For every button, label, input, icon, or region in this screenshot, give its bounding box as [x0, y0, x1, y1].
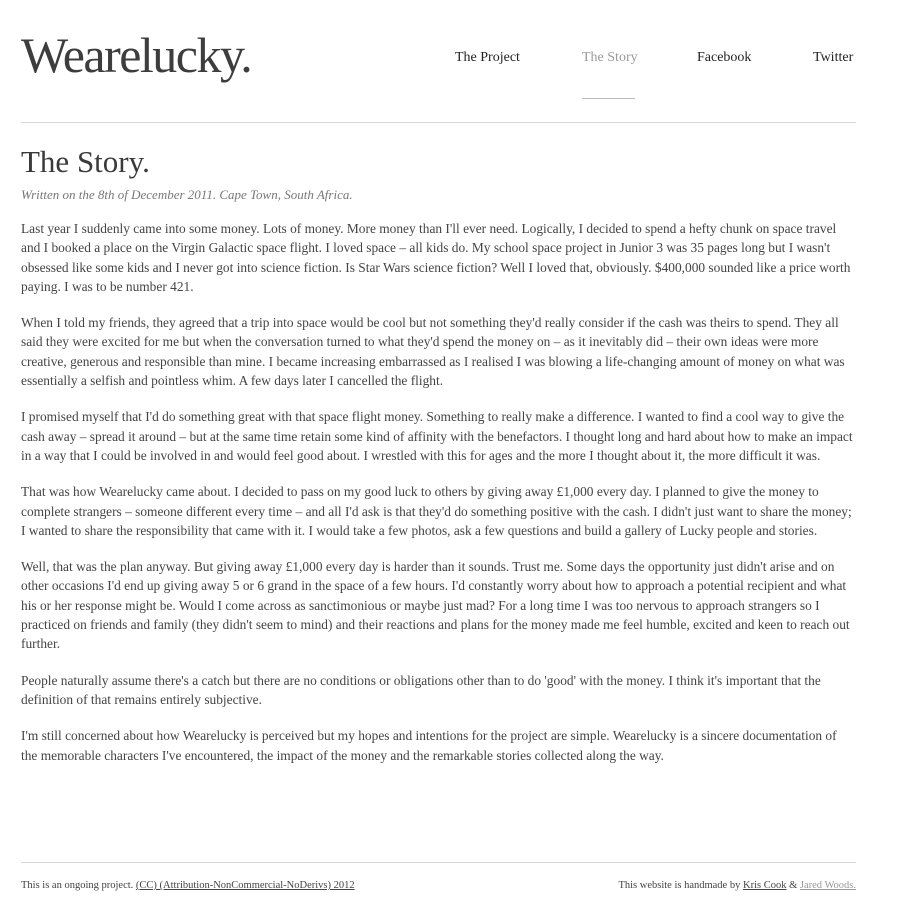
footer-divider	[21, 862, 856, 863]
article-paragraph: I'm still concerned about how Wearelucky is perceived but my hopes and intentions for the project are simple. Wearelucky is a sincere documentation of the memorable characters I've encountered, the impact of the money and the remarkable stories collected along the way.	[21, 728, 837, 763]
article-paragraph: Last year I suddenly came into some money. Lots of money. More money than I'll ever need. Logically, I decided to spend a hefty chunk on space travel and I booked a place on the Virgin Galactic space flight. I loved space – all kids do. My school space project in Junior 3 was 35 pages long but I wasn't obsessed like some kids and I never got into science fiction. Is Star Wars science fiction? Well I loved that, obviously. $400,000 sounded like a price worth paying. I was to be number 421.	[21, 221, 851, 294]
author-link-jared-woods[interactable]: Jared Woods.	[799, 880, 856, 891]
article-paragraph: That was how Wearelucky came about. I decided to pass on my good luck to others by giving away £1,000 every day. I planned to give the money to complete strangers – someone different every time – and all I'd ask is that they'd do something positive with the cash. I didn't just want to share the money; I wanted to share the responsibility that came with it. I would take a few photos, ask a few questions and build a gallery of Lucky people and stories.	[21, 484, 852, 538]
article-paragraph: When I told my friends, they agreed that a trip into space would be cool but not something they'd really consider if the cash was theirs to spend. They all said they were excited for me but when the conversation turned to what they'd spend the money on – as it inevitably did – their own ideas were more creative, generous and responsible than mine. I became increasing embarrassed as I realised I was blowing a life-changing amount of money on what was essentially a selfish and pointless whim. A few days later I cancelled the flight.	[21, 315, 845, 389]
header-divider	[21, 122, 856, 123]
license-link[interactable]: (CC) (Attribution-NonCommercial-NoDerivs) 2012	[135, 880, 355, 891]
article-paragraph: I promised myself that I'd do something great with that space flight money. Something to really make a difference. I wanted to find a cool way to give the cash away – spread it around – but at the same time retain some kind of affinity with the benefactors. I thought long and hard about how to make an impact in a way that I could be involved in and would feel good about. I wrestled with this for ages and the more I thought about it, the more difficult it was.	[21, 409, 853, 463]
nav-facebook[interactable]: Facebook	[697, 50, 752, 65]
site-logo[interactable]: Wearelucky.	[21, 27, 252, 83]
nav-twitter[interactable]: Twitter	[813, 50, 854, 65]
article-dateline: Written on the 8th of December 2011. Cape Town, South Africa.	[21, 187, 353, 202]
article-paragraph: Well, that was the plan anyway. But giving away £1,000 every day is harder than it sounds. Trust me. Some days the opportunity just didn't arise and on other occasions I'd end up giving away 5 or 6 grand in the space of a few hours. I'd constantly worry about how to approach a potential recipient and what his or her response might be. Would I come across as sanctimonious or maybe just mad? For a long time I was too nervous to approach strangers so I practiced on friends and family (they didn't seem to mind) and their reactions and plans for the money made me feel humble, excited and keen to reach out further.	[21, 559, 850, 652]
page-title: The Story.	[21, 144, 150, 179]
site-header	[0, 0, 910, 122]
active-nav-underline	[582, 98, 635, 99]
article-body	[21, 219, 856, 782]
footer-project-note: This is an ongoing project.	[21, 880, 134, 891]
footer-left	[21, 880, 355, 891]
footer-credit-text: This website is handmade by	[618, 880, 741, 891]
author-link-kris-cook[interactable]: Kris Cook	[742, 880, 787, 891]
article-paragraph: People naturally assume there's a catch but there are no conditions or obligations other than to do 'good' with the money. I think it's important that the definition of that remains entirely subjective.	[21, 672, 821, 707]
footer-right	[618, 880, 856, 891]
footer-ampersand: &	[789, 880, 798, 891]
nav-the-project[interactable]: The Project	[455, 50, 520, 65]
nav-the-story[interactable]: The Story	[582, 50, 638, 65]
